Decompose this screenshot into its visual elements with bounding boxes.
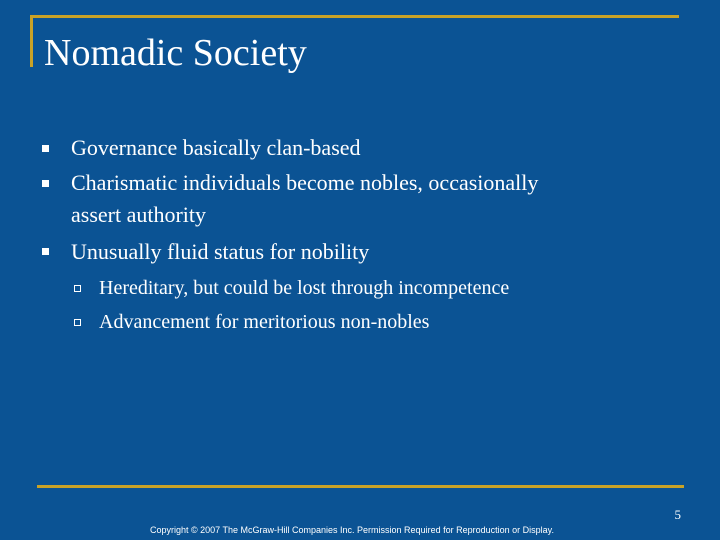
- square-bullet-icon: [42, 145, 49, 152]
- bullet-item: Governance basically clan-based: [71, 135, 361, 160]
- hollow-square-bullet-icon: [74, 319, 81, 326]
- sub-bullet-item: Hereditary, but could be lost through incompetence: [99, 277, 510, 299]
- bullet-item: Charismatic individuals become nobles, occasionally: [71, 170, 539, 195]
- copyright-notice: Copyright © 2007 The McGraw-Hill Companies Inc. Permission Required for Reproduction or Display.: [150, 525, 554, 535]
- sub-bullet-item: Advancement for meritorious non-nobles: [99, 311, 430, 333]
- bullet-item-continuation: assert authority: [71, 202, 207, 227]
- square-bullet-icon: [42, 180, 49, 187]
- page-number: 5: [674, 507, 681, 522]
- hollow-square-bullet-icon: [74, 285, 81, 292]
- slide-title: Nomadic Society: [44, 32, 307, 74]
- square-bullet-icon: [42, 248, 49, 255]
- bullet-item: Unusually fluid status for nobility: [71, 239, 370, 264]
- footer-rule: [37, 485, 684, 488]
